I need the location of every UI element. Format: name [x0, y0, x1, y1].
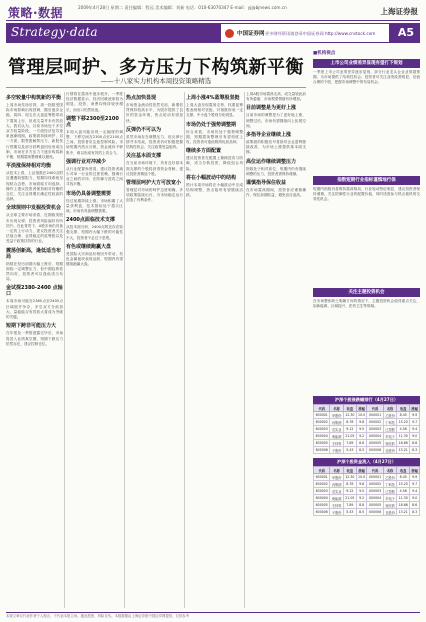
table-cell: 9.8 — [356, 419, 367, 426]
table-cell: 12.30 — [345, 413, 355, 417]
table-row — [314, 412, 420, 419]
body-paragraph: 市场资金流动性依然充裕，新增信贷保持较高水平，为股市提供了良好的资金环境，热点轮动有望加快。 — [126, 103, 183, 123]
table-cell: 11.30 — [398, 434, 408, 438]
table-cell: 000004 — [367, 433, 383, 440]
table-title: 沪深个股资金流入（4月27日） — [313, 458, 420, 466]
section-heading: 短期下跨非可能压力大 — [6, 323, 57, 330]
table-cell: 4.56 — [397, 426, 410, 433]
body-paragraph: 管理层对市场的呵护态度明确，多项政策陆续出台，为市场稳定运行创造了有利条件。 — [126, 188, 183, 203]
body-paragraph: 综合来看，市场仍处于强势调整期，短期震荡整理后有望再度上攻，投资者可逢低吸纳优质品种。 — [186, 129, 243, 145]
column-divider — [184, 92, 185, 608]
body-paragraph: 上周市场先扬后抑，周一指数受国际市场影响出现回调，随后逐步企稳，周四、周五在大盘蓝筹股带动下震荡上行，但成交量并未有效放大。我们认为，目前市场处于多空双方较量阶段，一方面经济复苏迹象逐渐明朗，政策面持续呵护，另一方面，限售股解禁压力、新股发行预期以及部分获利盘回吐形成压制，市场在多方压力下逐步构筑新平衡，短期震荡整理难以避免。 — [6, 103, 63, 160]
table-cell: 庚能源 — [331, 434, 342, 439]
table-cell: 己控股 — [385, 427, 395, 432]
body-paragraph: 从全球主要市场来看，近期欧美股市出现反弹，投资者风险偏好有所回升。在此背景下，A股市场仍具备一定的上行动力，建议投资者关注估值合理、业绩稳定的蓝筹股以及受益于政策扶持的行业。 — [6, 213, 63, 244]
table-cell: 癸医药 — [385, 441, 395, 446]
section-heading: 继续多方面配置 — [186, 148, 222, 155]
table-cell: 丙集团 — [331, 420, 342, 425]
table-header: 名称 — [330, 467, 343, 474]
table-cell: 癸医药 — [385, 503, 395, 508]
table-cell: 5.43 — [343, 447, 356, 454]
logo-icon — [225, 29, 234, 38]
table-cell: 6.78 — [343, 419, 356, 426]
table-cell: 乙股份 — [385, 413, 395, 418]
table-cell: 15.20 — [398, 420, 408, 424]
table-cell: 辛电子 — [385, 434, 395, 439]
subhead: ——十八家实力机构本周投资策略精选 — [100, 77, 212, 85]
table-cell: 庚能源 — [331, 496, 342, 501]
table-header: 代码 — [367, 405, 383, 412]
body-paragraph: 本周大盘可能出现一定幅度的调整，下移空间在2300点至2100点之间，投资者应注意控制风险。市场短期内热点分散，资金流向不够集中，难以形成有效的上攻合力。 — [66, 129, 123, 155]
table-row — [314, 419, 420, 426]
table-cell: 8.45 — [397, 412, 410, 419]
table-cell: 8.5 — [356, 509, 367, 516]
table-cell: 13.21 — [398, 448, 408, 452]
masthead — [0, 0, 426, 47]
table-cell: 600002 — [314, 419, 330, 426]
table-row — [314, 481, 420, 488]
table-cell: 600005 — [314, 502, 330, 509]
market-table — [313, 466, 420, 516]
section-heading: 调整下移2300至2100点 — [66, 115, 119, 128]
section-heading: 2400点面临技术支撑 — [66, 217, 115, 224]
table-cell: 戊实业 — [331, 489, 342, 494]
table-cell: 000001 — [367, 474, 383, 481]
table-cell: 600004 — [314, 495, 330, 502]
section-heading: 反弹仍不可以为 — [126, 126, 162, 133]
table-cell: 8.8 — [356, 440, 367, 447]
table-cell: 5.43 — [343, 509, 356, 516]
table-header: 名称 — [383, 467, 396, 474]
table-header: 涨幅 — [411, 468, 418, 473]
sidebar-text: 在市场整体缺乏明确方向的情况下，主题投资机会值得重点关注，如新能源、区域振兴、医药卫生等领域。 — [313, 299, 420, 309]
article-column — [66, 92, 123, 608]
body-paragraph: 上周A股市场震荡走高，成交量较此前有所萎缩，市场观望情绪有所增加。 — [246, 92, 306, 102]
table-cell: 000003 — [367, 488, 383, 495]
headline: 管理层呵护、多方压力下构筑新平衡 — [8, 57, 304, 78]
section-heading: 震荡创新高，逢低适当布局 — [6, 247, 62, 260]
article-column — [126, 92, 183, 608]
table-cell: 600001 — [314, 474, 330, 481]
footer: 本版文章仅代表作者个人观点，不代表本报立场。据此投资，风险自负。本版数据由上海证券报中国证券网提供，仅供参考 — [6, 612, 420, 620]
body-paragraph: 上周大盘呈现震荡走势，权重蓝筹股表现相对坚挺，对指数形成一定支撑，中小盘个股则分化明显。 — [186, 103, 243, 118]
body-paragraph: 从技术面分析，2400点附近存在较强支撑，短期内大幅下跌的可能性不大，投资者不必过于悲观。 — [66, 225, 123, 240]
section-heading: 管理层呵护大方可放宽小 — [126, 180, 182, 187]
table-cell: 9.12 — [343, 426, 356, 433]
section-heading: 热点加快显现 — [126, 95, 157, 101]
body-paragraph: 政策面的积极信号将指导企业盈利继续改善，为市场上涨提供基本面支撑。 — [246, 140, 306, 155]
table-header: 名称 — [383, 405, 396, 412]
table-row — [314, 502, 420, 509]
table-cell: 甲股份 — [331, 413, 342, 418]
table-cell: 600003 — [314, 426, 330, 433]
issue-info: 2009年4月28日 星期二 责任编辑：程远 美术编辑：刘新 电话：010-63070347 E-mail：yj@bjnews.com.cn — [78, 5, 287, 10]
table-row — [314, 433, 420, 440]
table-cell: 9.2 — [356, 433, 367, 440]
sidebar-text: 一季度上市公司业绩差异逐步显现，部分行业龙头企业业绩超预期，为市场提供了结构性机会。投资者可关注业绩改善明显、估值合理的个股，把握市场调整中的布局机会。 — [313, 70, 420, 85]
table-cell: 丁科技 — [385, 482, 395, 487]
sidebar-tag: ■机构视点 — [313, 51, 336, 56]
table-cell: 10.0 — [358, 475, 366, 479]
market-tables — [313, 396, 420, 516]
paper-name: 上海证券报 — [380, 7, 418, 16]
table-row — [314, 488, 420, 495]
section-title: 策略·数据 — [8, 6, 64, 20]
table-cell: 丁科技 — [385, 420, 395, 425]
table-cell: 9.9 — [410, 412, 420, 419]
table-cell: 己控股 — [385, 489, 395, 494]
body-paragraph: 预计本周市场将在小幅波动中完成结构调整，热点板块有望继续活跃。 — [186, 182, 243, 198]
table-cell: 丙集团 — [331, 482, 342, 487]
table-cell: 7.89 — [343, 440, 356, 447]
table-cell: 8.45 — [397, 474, 410, 481]
table-cell: 9.12 — [343, 488, 356, 495]
sidebar — [313, 50, 420, 608]
body-paragraph: 本周市场可能在2380点至2400点区域展开争夺，多空双方分歧加大，量能能否有效放大将成为突破的关键。 — [6, 299, 63, 320]
table-header: 收盘 — [397, 405, 410, 412]
table-cell: 7.89 — [343, 502, 356, 509]
body-paragraph: 虽然市场存在调整压力，但反弹行情并未结束，投资者仍可积极把握结构性机会，关注政策受益板块。 — [126, 134, 183, 150]
table-cell: 000002 — [367, 481, 383, 488]
section-heading: 多指导企业继续上涨 — [246, 132, 292, 139]
masthead-top-bar — [6, 3, 420, 21]
table-cell: 000006 — [367, 447, 383, 454]
body-paragraph: 在市场震荡期间，投资者应谨慎操作，保住前期收益，避免盲目追高。 — [246, 188, 306, 198]
section-heading: 平淡涨保持相对均衡 — [6, 163, 52, 170]
table-header: 收盘 — [397, 467, 410, 474]
promo-box — [220, 23, 390, 43]
table-cell: 000004 — [367, 495, 383, 502]
table-cell: 壬材料 — [331, 503, 342, 508]
table-cell: 甲股份 — [331, 475, 342, 480]
section-heading: 多空较量中构筑新的平衡 — [6, 95, 62, 101]
sidebar-box-heading: 上市公司业绩差异显现有望打下规划 — [313, 59, 420, 68]
table-cell: 18.66 — [398, 441, 408, 445]
section-heading: 强调行业对冲减少 — [66, 158, 107, 165]
table-cell: 600003 — [314, 488, 330, 495]
table-cell: 6.78 — [343, 481, 356, 488]
table-cell: 10.0 — [358, 413, 366, 417]
section-heading: 高位运作继续调整压力 — [246, 158, 297, 165]
article-column — [246, 92, 306, 608]
body-paragraph: 在年报及一季报披露完毕后，市场将进入业绩真空期，短期下跌压力依然存在，建议控制仓位。 — [6, 331, 63, 346]
table-cell: 600002 — [314, 481, 330, 488]
masthead-band — [6, 23, 420, 43]
section-heading: 有色或继续跑赢大盘 — [66, 243, 112, 250]
table-row — [314, 447, 420, 454]
table-cell: 000005 — [367, 440, 383, 447]
promo-text[interactable]: 更多财经资讯请登录中国证券网 http://www.cnstock.com — [265, 31, 376, 36]
table-header: 代码 — [314, 405, 330, 412]
table-cell: 戊实业 — [331, 427, 342, 432]
table-cell: 9.7 — [410, 481, 420, 488]
table-cell: 000006 — [367, 509, 383, 516]
section-heading: 目前调整是为更好上涨 — [246, 105, 297, 112]
table-row — [314, 509, 420, 516]
table-cell: 600004 — [314, 433, 330, 440]
table-cell: 壬材料 — [331, 441, 342, 446]
table-header: 代码 — [367, 467, 383, 474]
table-cell: 丑股份 — [385, 510, 395, 515]
table-cell: 12.30 — [345, 475, 355, 479]
table-title: 沪深个股涨跌幅排行（4月27日） — [313, 396, 420, 404]
table-cell: 丑股份 — [385, 448, 395, 453]
body-paragraph: 受国际大宗商品价格回升带动，有色金属板块表现活跃，短期内有望继续跑赢大盘。 — [66, 251, 123, 267]
table-cell: 18.66 — [398, 503, 408, 507]
table-header: 名称 — [330, 405, 343, 412]
table-cell: 600005 — [314, 440, 330, 447]
body-paragraph: 在当前市场环境下，具有良好基本面支撑的个股将获得资金青睐，建议投资者精选个股。 — [126, 161, 183, 176]
table-cell: 9.5 — [356, 488, 367, 495]
table-cell: 13.21 — [398, 510, 408, 514]
body-paragraph: 行情将在震荡中逐步展开，一季度经济数据显示，经济回暖迹象较为明显，投资、消费均保持较快增长，而出口仍然低迷。 — [66, 92, 123, 112]
table-cell: 8.6 — [410, 502, 420, 509]
table-cell: 辛电子 — [385, 496, 395, 501]
table-cell: 8.6 — [410, 440, 420, 447]
table-cell: 9.2 — [356, 495, 367, 502]
sidebar-box-heading: 指数短期行业指标谨慎地行保 — [313, 176, 420, 185]
section-heading: 将在小幅波动中的结构 — [186, 174, 237, 181]
body-paragraph: 建议投资者在配置上兼顾进攻与防御，适当分散投资，降低组合风险。 — [186, 156, 243, 171]
body-paragraph: 从行业配置角度看，建议投资者减少对单一行业的过度依赖，强调行业之间的对冲，在防御与进攻之间寻找平衡。 — [66, 166, 123, 187]
section-heading: 上周小涨4%蓝筹股坚挺 — [186, 95, 240, 101]
table-header: 涨幅 — [356, 467, 367, 474]
table-cell: 8.8 — [356, 502, 367, 509]
section-heading: 市场仍具备调整需要 — [66, 190, 112, 197]
table-header: 涨幅 — [411, 406, 418, 411]
column-divider — [124, 92, 125, 608]
table-cell: 乙股份 — [385, 475, 395, 480]
section-heading: 全球规则中发掘投资机会 — [6, 205, 62, 212]
body-paragraph: 指数处于相对高位，短期内仍有继续调整的压力，投资者需保持谨慎。 — [246, 166, 306, 176]
body-paragraph: 目前市场的调整是为了更好地上涨，调整过后，市场有望继续向上拓展空间。 — [246, 113, 306, 128]
table-header: 收盘 — [343, 405, 356, 412]
table-cell: 21.05 — [345, 434, 355, 438]
table-cell: 9.4 — [410, 488, 420, 495]
table-cell: 4.56 — [397, 488, 410, 495]
table-cell: 000001 — [367, 412, 383, 419]
logo-word: 中国证券网 — [237, 31, 265, 37]
table-cell: 000005 — [367, 502, 383, 509]
divider — [6, 87, 306, 88]
table-cell: 9.9 — [410, 474, 420, 481]
section-heading: 谨慎指导保住收益 — [246, 180, 287, 187]
table-row — [314, 426, 420, 433]
table-cell: 9.8 — [356, 481, 367, 488]
article-column — [6, 92, 63, 608]
table-cell: 9.7 — [410, 419, 420, 426]
table-cell: 子股份 — [331, 510, 342, 515]
table-cell: 000003 — [367, 426, 383, 433]
table-cell: 8.3 — [410, 509, 420, 516]
table-cell: 9.0 — [410, 433, 420, 440]
page-number: A5 — [397, 26, 414, 39]
table-row — [314, 474, 420, 481]
table-cell: 8.3 — [410, 447, 420, 454]
table-cell: 600006 — [314, 447, 330, 454]
table-cell: 9.4 — [410, 426, 420, 433]
column-divider — [244, 92, 245, 608]
band-title: Strategy·data — [11, 25, 98, 39]
table-cell: 15.20 — [398, 482, 408, 486]
sidebar-box-heading: 关注主题投资机会 — [313, 288, 420, 297]
table-header: 收盘 — [343, 467, 356, 474]
sidebar-text: 短期内指数仍将维持震荡格局，行业轮动特征明显，建议投资者保持谨慎，关注防御性行业的配置价值，同时适度参与热点板块的交易性机会。 — [313, 187, 420, 202]
table-row — [314, 440, 420, 447]
table-cell: 9.5 — [356, 426, 367, 433]
market-table — [313, 404, 420, 454]
table-cell: 21.05 — [345, 496, 355, 500]
table-header: 涨幅 — [356, 405, 367, 412]
body-paragraph: 经过前期持续上涨，市场积累了大量获利盘，技术指标处于超买区域，市场仍具备调整需要。 — [66, 198, 123, 214]
table-cell: 11.30 — [398, 496, 408, 500]
section-heading: 金试探2380-2400 点轴口 — [6, 285, 63, 298]
body-paragraph: 从技术上看，上证指数在2400点附近遭遇较强阻力，短期均线系统呈现粘合态势，市场面临方向选择。操作上建议投资者保持相对均衡的仓位，关注业绩增长确定性较高的品种。 — [6, 171, 63, 202]
table-cell: 9.0 — [410, 495, 420, 502]
column-divider — [64, 92, 65, 608]
table-cell: 8.5 — [356, 447, 367, 454]
section-heading: 关注基本面支撑 — [126, 153, 162, 160]
table-cell: 600001 — [314, 412, 330, 419]
body-paragraph: 指数在经历前期大幅上涨后，短期面临一定调整压力，但中期趋势依然向好，投资者可以逢低适当布局。 — [6, 261, 63, 282]
table-row — [314, 495, 420, 502]
article-column — [186, 92, 243, 608]
section-heading: 市场仍处于强势调整期 — [186, 121, 237, 128]
table-cell: 子股份 — [331, 448, 342, 453]
table-cell: 000002 — [367, 419, 383, 426]
table-header: 代码 — [314, 467, 330, 474]
table-cell: 600006 — [314, 509, 330, 516]
